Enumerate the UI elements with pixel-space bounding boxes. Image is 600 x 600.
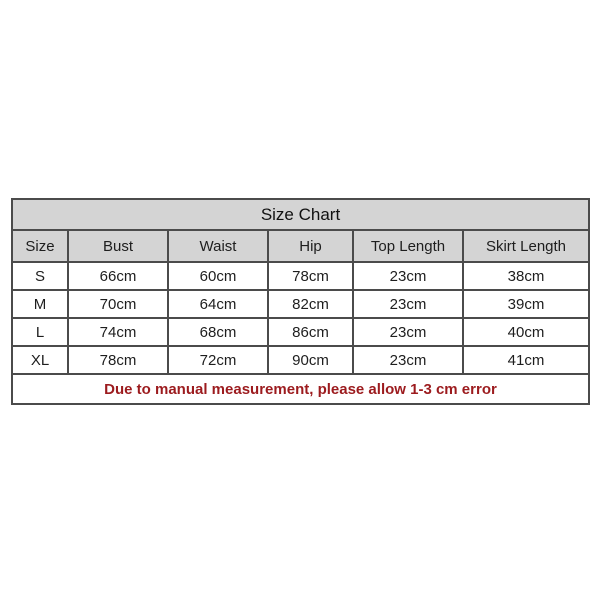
col-header-size: Size <box>12 230 68 262</box>
bust-value: 74cm <box>68 318 168 346</box>
top-length-value: 23cm <box>353 318 463 346</box>
hip-value: 78cm <box>268 262 353 290</box>
bust-value: 78cm <box>68 346 168 374</box>
size-chart-title: Size Chart <box>12 199 589 230</box>
top-length-value: 23cm <box>353 262 463 290</box>
measurement-note-row <box>12 374 589 404</box>
skirt-length-value: 38cm <box>463 262 589 290</box>
column-header-row <box>12 230 589 262</box>
col-header-top-length: Top Length <box>353 230 463 262</box>
table-row-s <box>12 262 589 290</box>
col-header-skirt-length: Skirt Length <box>463 230 589 262</box>
hip-value: 82cm <box>268 290 353 318</box>
size-value: S <box>12 262 68 290</box>
col-header-waist: Waist <box>168 230 268 262</box>
col-header-hip: Hip <box>268 230 353 262</box>
bust-value: 70cm <box>68 290 168 318</box>
top-length-value: 23cm <box>353 290 463 318</box>
waist-value: 72cm <box>168 346 268 374</box>
skirt-length-value: 40cm <box>463 318 589 346</box>
table-row-xl <box>12 346 589 374</box>
waist-value: 64cm <box>168 290 268 318</box>
table-row-l <box>12 318 589 346</box>
measurement-note: Due to manual measurement, please allow 1-3 cm error <box>12 374 589 404</box>
skirt-length-value: 39cm <box>463 290 589 318</box>
hip-value: 90cm <box>268 346 353 374</box>
skirt-length-value: 41cm <box>463 346 589 374</box>
bust-value: 66cm <box>68 262 168 290</box>
col-header-bust: Bust <box>68 230 168 262</box>
size-value: XL <box>12 346 68 374</box>
size-chart-title-row <box>12 199 589 230</box>
waist-value: 60cm <box>168 262 268 290</box>
top-length-value: 23cm <box>353 346 463 374</box>
size-chart-table <box>11 198 590 405</box>
size-value: L <box>12 318 68 346</box>
waist-value: 68cm <box>168 318 268 346</box>
table-row-m <box>12 290 589 318</box>
size-value: M <box>12 290 68 318</box>
hip-value: 86cm <box>268 318 353 346</box>
